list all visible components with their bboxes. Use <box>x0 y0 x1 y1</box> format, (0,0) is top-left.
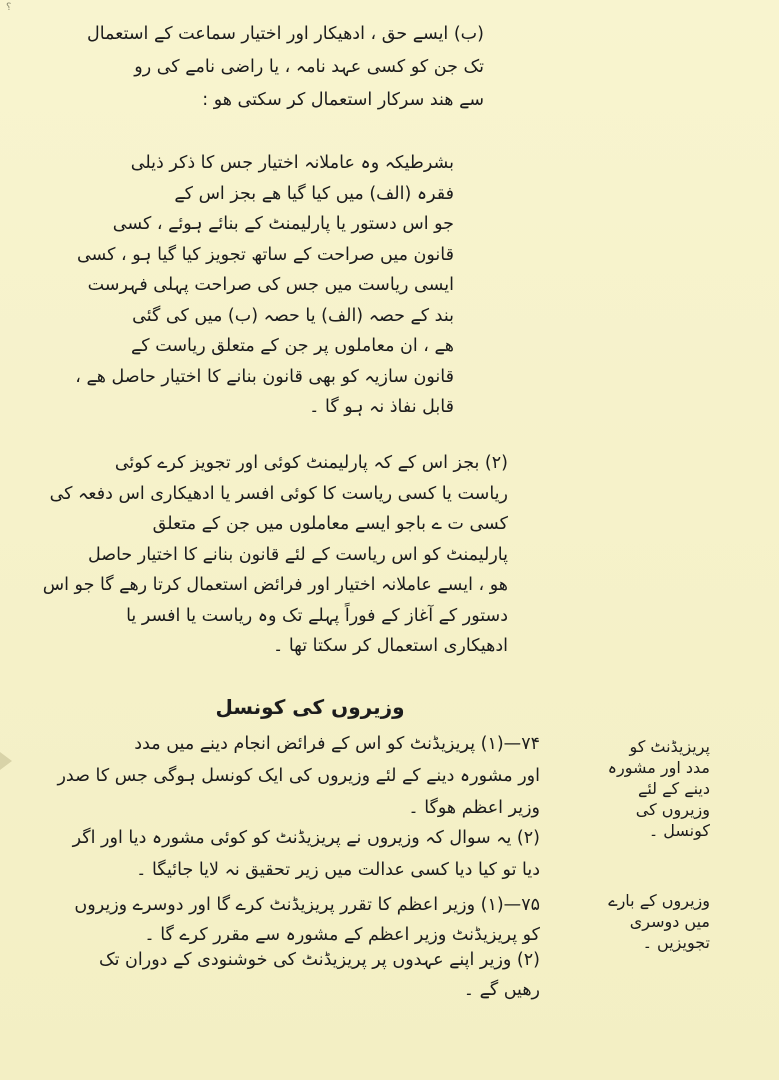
section-b-line-2: تک جن کو کسی عہد نامہ ، یا راضی نامے کی رو <box>134 57 484 77</box>
clause-2 <box>38 448 508 662</box>
section-b-line-1: (ب) ایسے حق ، ادھیکار اور اختیار سماعت کے استعمال <box>87 24 484 44</box>
clause-2-line-4: پارلیمنٹ کو اس ریاست کے لئے قانون بنانے کا اختیار حاصل <box>87 544 508 565</box>
article-74-2-line-1: (۲) یہ سوال کہ وزیروں نے پریزیڈنٹ کو کوئی مشورہ دیا اور اگر <box>72 828 540 848</box>
margin-note-75-line-3: تجویزیں ۔ <box>642 933 710 952</box>
article-75-clause-1 <box>44 890 540 950</box>
article-75-clause-2 <box>44 945 540 1005</box>
margin-note-74-line-1: پریزیڈنٹ کو <box>629 737 710 756</box>
section-heading: وزیروں کی کونسل <box>215 695 405 719</box>
proviso-line-5: ایسی ریاست میں جس کی صراحت پہلی فہرست <box>87 275 454 295</box>
proviso-line-4: قانون میں صراحت کے ساتھ تجویز کیا گیا ہو ، کسی <box>76 244 454 265</box>
clause-2-line-2: ریاست یا کسی ریاست کا کوئی افسر یا ادھیکاری اس دفعہ کی <box>49 483 508 504</box>
proviso-line-1: بشرطیکہ وہ عاملانہ اختیار جس کا ذکر ذیلی <box>130 153 454 173</box>
corner-mark: ؟ <box>6 2 12 13</box>
article-74-1-line-3: وزیر اعظم ھوگا ۔ <box>408 798 540 818</box>
section-b-line-3: سے ھند سرکار استعمال کر سکتی ھو : <box>202 90 484 110</box>
margin-note-74-line-4: وزیروں کی <box>635 800 710 819</box>
margin-note-74-line-2: مدد اور مشورہ <box>607 758 710 777</box>
clause-2-line-6: دستور کے آغاز کے فوراً پہلے تک وہ ریاست یا افسر یا <box>126 605 508 626</box>
proviso-line-7: ھے ، ان معاملوں پر جن کے متعلق ریاست کے <box>131 336 454 356</box>
article-74-clause-2 <box>44 822 540 886</box>
article-74-1-line-1: ۷۴—(۱) پریزیڈنٹ کو اس کے فرائض انجام دینے میں مدد <box>134 734 540 754</box>
margin-note-75-line-1: وزیروں کے بارے <box>608 891 710 910</box>
article-74-1-line-2: اور مشورہ دینے کے لئے وزیروں کی ایک کونسل ہوگی جس کا صدر <box>57 766 540 786</box>
margin-note-74 <box>592 736 710 841</box>
article-74-2-line-2: دیا تو کیا دیا کسی عدالت میں زیر تحقیق نہ لایا جائیگا ۔ <box>136 860 540 880</box>
margin-note-74-line-5: کونسل ۔ <box>648 821 710 840</box>
article-75-1-line-1: ۷۵—(۱) وزیر اعظم کا تقرر پریزیڈنٹ کرے گا اور دوسرے وزیروں <box>74 895 540 915</box>
proviso-line-2: فقرہ (الف) میں کیا گیا ھے بجز اس کے <box>174 183 454 204</box>
section-b <box>40 18 484 117</box>
proviso-line-3: جو اس دستور یا پارلیمنٹ کے بنائے ہوئے ، کسی <box>112 214 454 234</box>
proviso <box>40 148 454 423</box>
proviso-line-6: بند کے حصہ (الف) یا حصہ (ب) میں کی گئی <box>132 305 454 326</box>
article-75-1-line-2: کو پریزیڈنٹ وزیر اعظم کے مشورہ سے مقرر کرے گا ۔ <box>144 925 540 945</box>
margin-note-74-line-3: دینے کے لئے <box>637 779 710 798</box>
margin-note-75-line-2: میں دوسری <box>629 912 710 931</box>
page-fold-mark <box>0 752 12 770</box>
proviso-line-9: قابل نفاذ نہ ہو گا ۔ <box>309 397 454 417</box>
margin-note-75 <box>592 890 710 953</box>
clause-2-line-5: ھو ، ایسے عاملانہ اختیار اور فرائض استعمال کرتا رھے گا جو اس <box>42 575 508 595</box>
clause-2-line-3: کسی ت ے باجو ایسے معاملوں میں جن کے متعلق <box>152 514 508 534</box>
proviso-line-8: قانون سازیہ کو بھی قانون بنانے کا اختیار حاصل ھے ، <box>75 366 454 387</box>
article-75-2-line-2: رھیں گے ۔ <box>463 980 540 1000</box>
article-75-2-line-1: (۲) وزیر اپنے عہدوں پر پریزیڈنٹ کی خوشنودی کے دوران تک <box>98 950 540 970</box>
article-74-clause-1 <box>44 728 540 824</box>
clause-2-line-7: ادھیکاری استعمال کر سکتا تھا ۔ <box>273 636 508 656</box>
clause-2-line-1: (۲) بجز اس کے کہ پارلیمنٹ کوئی اور تجویز کرے کوئی <box>114 453 508 473</box>
